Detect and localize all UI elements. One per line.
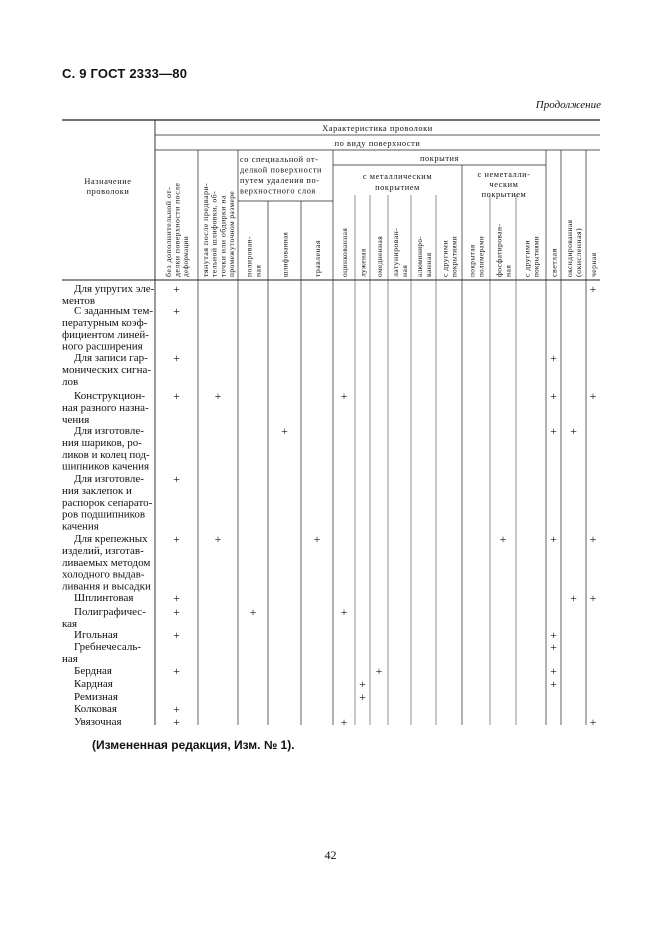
column-header-c2: промежуточном размере xyxy=(226,189,236,277)
header-special-finish: со специальной от- xyxy=(240,155,319,164)
column-header-c3: полирован- xyxy=(244,236,254,277)
column-header-c14: с другими xyxy=(522,240,532,277)
row-purpose-label: ментов xyxy=(62,294,96,307)
row-purpose-label: Игольная xyxy=(74,629,118,641)
row-purpose-label: ния заклепок и xyxy=(62,484,132,497)
header-special-finish: верхностного слоя xyxy=(240,186,316,196)
plus-mark: + xyxy=(589,532,597,546)
plus-mark: + xyxy=(173,472,180,486)
row-purpose-label: монических сигна- xyxy=(62,363,151,376)
header-coatings: покрытия xyxy=(419,154,460,163)
row-purpose-label: Увязочная xyxy=(74,716,122,728)
row-purpose-label: шипников качения xyxy=(62,460,150,473)
plus-mark: + xyxy=(173,605,180,619)
plus-mark: + xyxy=(550,640,557,654)
plus-mark: + xyxy=(340,389,348,403)
header-special-finish: делкой поверхности xyxy=(240,165,323,175)
header-metallic-coating: покрытием xyxy=(375,183,420,192)
row-purpose-label: Для изготовле- xyxy=(74,425,144,437)
plus-mark: + xyxy=(173,351,180,365)
row-purpose-label: изделий, изготав- xyxy=(62,544,144,557)
row-purpose-label: Конструкцион- xyxy=(74,390,146,402)
row-purpose-label: Ремизная xyxy=(74,691,118,703)
plus-mark: + xyxy=(589,591,597,605)
column-header-c11: покрытиями xyxy=(449,232,459,277)
row-purpose-label: холодного выдав- xyxy=(62,568,145,581)
row-purpose-label: ликов и колец под- xyxy=(62,448,150,461)
row-purpose-label: Для упругих эле- xyxy=(74,283,155,295)
column-header-c1: деформации xyxy=(181,232,191,277)
page-header: С. 9 ГОСТ 2333—80 xyxy=(62,66,188,81)
column-header-c15: светлая xyxy=(549,250,559,277)
column-header-c10: алюминиро- xyxy=(415,233,425,277)
column-header-c10: ванная xyxy=(423,252,433,277)
column-header-c4: шлифованная xyxy=(280,228,290,277)
column-header-c1: делки поверхности после xyxy=(172,185,182,277)
header-nonmetallic-coating: ческим xyxy=(489,180,519,189)
column-header-c2: тянутая после предвари- xyxy=(201,188,211,277)
header-purpose: Назначение xyxy=(84,177,132,186)
row-purpose-label: Бердная xyxy=(74,665,112,677)
plus-mark: + xyxy=(249,605,257,619)
column-header-c6: оцинкованная xyxy=(340,227,349,277)
plus-mark: + xyxy=(173,702,180,716)
plus-mark: + xyxy=(550,628,557,642)
column-header-c13: ная xyxy=(503,264,513,277)
plus-mark: + xyxy=(359,690,366,704)
plus-mark: + xyxy=(173,304,180,318)
plus-mark: + xyxy=(173,591,180,605)
column-header-c9: ная xyxy=(399,264,409,277)
column-header-c2: тельной шлифовки, об- xyxy=(209,193,219,277)
column-header-c3: ная xyxy=(253,264,263,277)
column-header-c12: покрытая xyxy=(467,243,477,277)
plus-mark: + xyxy=(550,664,557,678)
row-purpose-label: Для записи гар- xyxy=(74,352,148,364)
plus-mark: + xyxy=(589,389,597,403)
row-purpose-label: Полиграфичес- xyxy=(74,606,146,618)
row-purpose-label: ров подшипников xyxy=(62,508,146,521)
plus-mark: + xyxy=(313,532,321,546)
row-purpose-label: Колковая xyxy=(74,703,117,715)
row-purpose-label: фициентом линей- xyxy=(62,328,149,341)
plus-mark: + xyxy=(550,532,557,546)
plus-mark: + xyxy=(570,424,577,438)
plus-mark: + xyxy=(589,282,597,296)
column-header-c16: (окисленная) xyxy=(573,230,583,277)
column-header-c2: точки или обдирки на xyxy=(218,198,228,277)
plus-mark: + xyxy=(340,605,348,619)
row-purpose-label: Для изготовле- xyxy=(74,473,144,485)
header-special-finish: путем удаления по- xyxy=(240,176,320,185)
header-nonmetallic-coating: покрытием xyxy=(481,190,527,199)
header-purpose: проволоки xyxy=(86,187,130,196)
row-purpose-label: ливания и высадки xyxy=(62,580,151,593)
row-purpose-label: Шплинтовая xyxy=(74,592,134,604)
plus-mark: + xyxy=(173,282,180,296)
row-purpose-label: пературным коэф- xyxy=(62,316,148,329)
column-header-c14: покрытиями xyxy=(531,232,541,277)
row-purpose-label: С заданным тем- xyxy=(74,305,153,317)
plus-mark: + xyxy=(173,628,180,642)
plus-mark: + xyxy=(173,389,180,403)
plus-mark: + xyxy=(550,677,557,691)
plus-mark: + xyxy=(499,532,507,546)
row-purpose-label: ная разного назна- xyxy=(62,401,149,414)
row-purpose-label: Гребнечесаль- xyxy=(74,641,141,653)
plus-mark: + xyxy=(550,351,557,365)
plus-mark: + xyxy=(570,591,577,605)
plus-mark: + xyxy=(375,664,383,678)
row-purpose-label: качения xyxy=(62,520,99,533)
plus-mark: + xyxy=(550,389,557,403)
page-number: 42 xyxy=(324,848,337,862)
header-nonmetallic-coating: с неметалли- xyxy=(477,170,531,179)
column-header-c16: оксидированная xyxy=(565,219,575,277)
column-header-c7: луженая xyxy=(358,247,368,277)
plus-mark: + xyxy=(214,532,222,546)
column-header-c5: травленая xyxy=(313,241,322,277)
column-header-c1: без дополнительной от- xyxy=(163,191,173,277)
row-purpose-label: распорок сепарато- xyxy=(62,496,153,509)
row-purpose-label: чения xyxy=(62,413,90,426)
plus-mark: + xyxy=(173,715,180,729)
plus-mark: + xyxy=(281,424,288,438)
header-characteristic: Характеристика проволоки xyxy=(322,124,433,133)
column-header-c17: черная xyxy=(589,252,598,277)
row-purpose-label: кая xyxy=(62,617,78,630)
row-purpose-label: ного расширения xyxy=(62,340,143,353)
column-header-c11: с другими xyxy=(440,240,450,277)
row-purpose-label: лов xyxy=(62,375,79,388)
plus-mark: + xyxy=(173,664,180,678)
column-header-c13: фосфатирован- xyxy=(494,222,504,277)
plus-mark: + xyxy=(589,715,597,729)
column-header-c8: омедненная xyxy=(375,234,384,277)
row-purpose-label: ливаемых методом xyxy=(62,556,151,569)
plus-mark: + xyxy=(359,677,366,691)
plus-mark: + xyxy=(550,424,557,438)
header-metallic-coating: с металлическим xyxy=(362,172,433,181)
plus-mark: + xyxy=(214,389,222,403)
header-by-surface: по виду поверхности xyxy=(334,139,421,148)
column-header-c12: полимерами xyxy=(476,233,486,277)
row-purpose-label: Для крепежных xyxy=(74,533,148,545)
row-purpose-label: ния шариков, ро- xyxy=(62,436,142,449)
column-header-c9: латунирован- xyxy=(391,229,401,277)
plus-mark: + xyxy=(340,715,348,729)
plus-mark: + xyxy=(173,532,180,546)
amendment-note: (Измененная редакция, Изм. № 1). xyxy=(92,738,295,752)
row-purpose-label: Кардная xyxy=(74,678,113,690)
continuation-label: Продолжение xyxy=(535,99,601,111)
row-purpose-label: ная xyxy=(62,652,78,665)
